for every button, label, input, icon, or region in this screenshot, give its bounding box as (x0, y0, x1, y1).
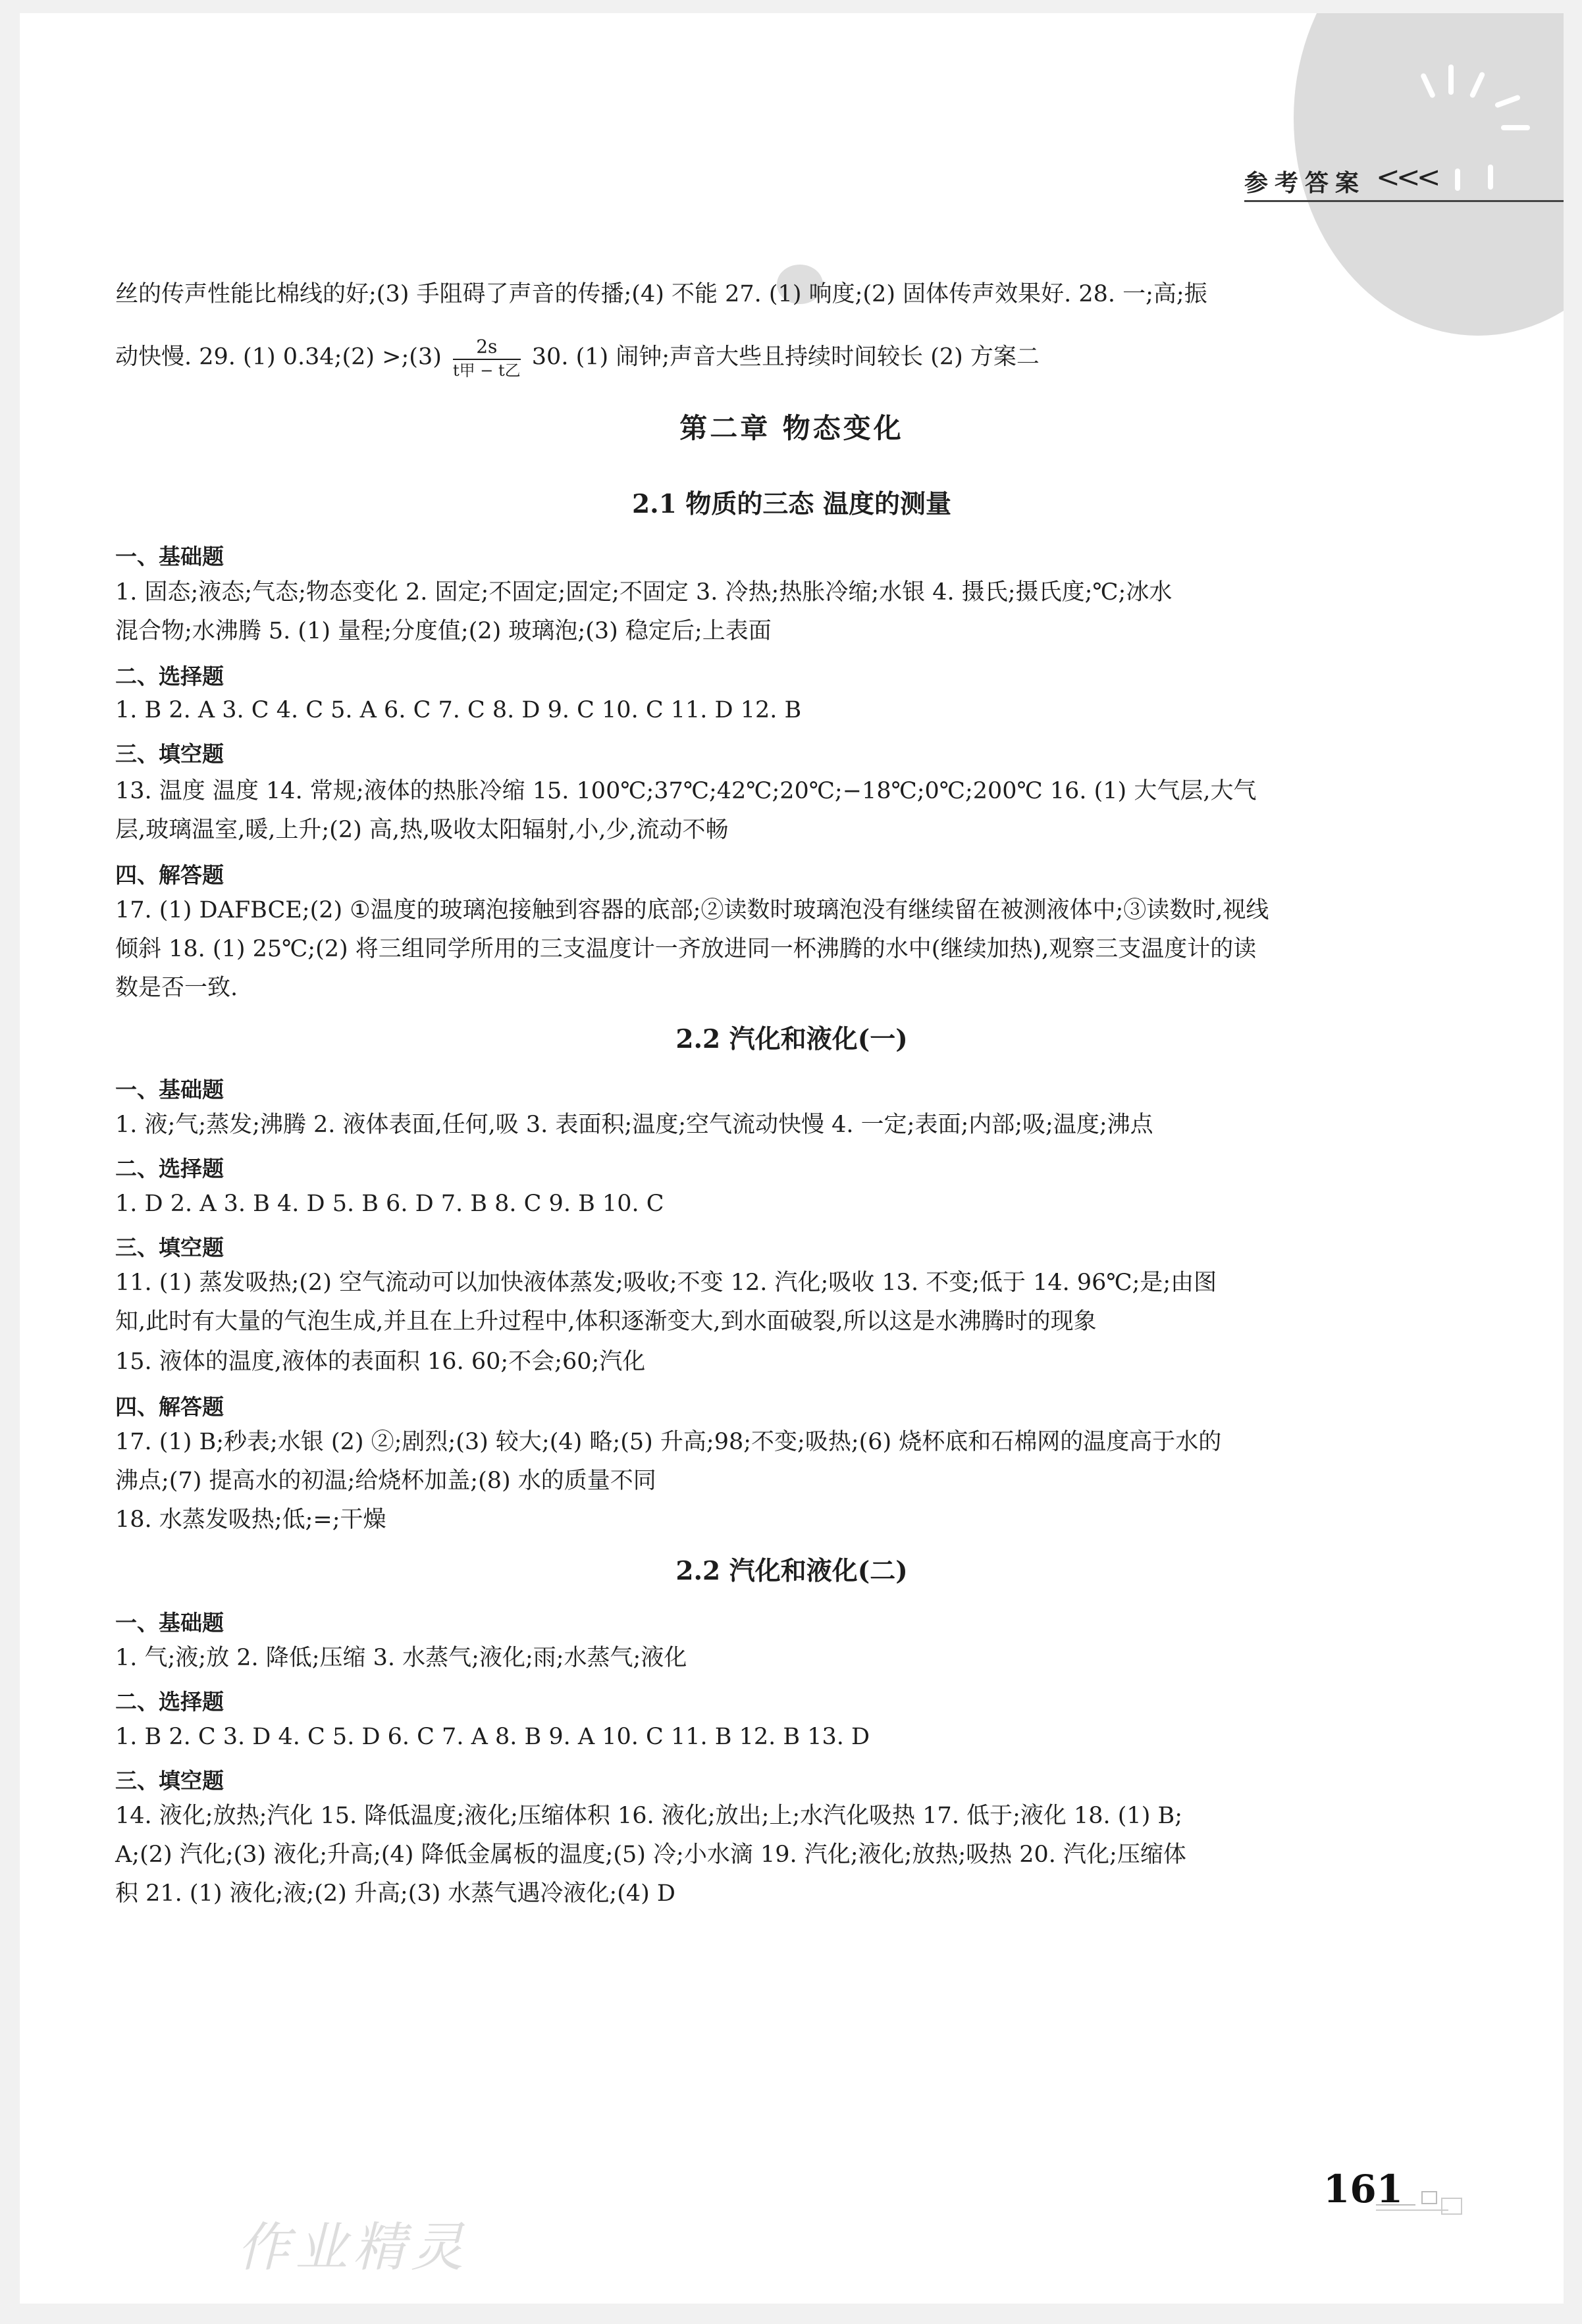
answer-line: 1. D 2. A 3. B 4. D 5. B 6. D 7. B 8. C 9. B 10. C (115, 1191, 664, 1217)
answer-line: 积 21. (1) 液化;液;(2) 升高;(3) 水蒸气遇冷液化;(4) D (115, 1880, 675, 1907)
header-divider (1244, 200, 1564, 202)
continued-line-2-end: 30. (1) 闹钟;声音大些且持续时间较长 (2) 方案二 (524, 344, 1040, 371)
section-title: 2.1 物质的三态 温度的测量 (631, 489, 951, 519)
answer-line: 14. 液化;放热;汽化 15. 降低温度;液化;压缩体积 16. 液化;放出;上;水汽化吸热 17. 低于;液化 18. (1) B; (115, 1803, 1182, 1829)
answer-line: 17. (1) B;秒表;水银 (2) ②;剧烈;(3) 较大;(4) 略;(5) 升高;98;不变;吸热;(6) 烧杯底和石棉网的温度高于水的 (115, 1429, 1222, 1455)
answer-line: 知,此时有大量的气泡生成,并且在上升过程中,体积逐渐变大,到水面破裂,所以这是水沸腾时的现象 (115, 1308, 1097, 1335)
sun-ray-icon (1448, 65, 1454, 95)
answer-line: 11. (1) 蒸发吸热;(2) 空气流动可以加快液体蒸发;吸收;不变 12. 汽化;吸收 13. 不变;低于 14. 96℃;是;由图 (115, 1270, 1217, 1296)
answer-line: 1. 液;气;蒸发;沸腾 2. 液体表面,任何,吸 3. 表面积;温度;空气流动快慢 4. 一定;表面;内部;吸;温度;沸点 (115, 1112, 1153, 1138)
answer-line: 1. 固态;液态;气态;物态变化 2. 固定;不固定;固定;不固定 3. 冷热;热胀冷缩;水银 4. 摄氏;摄氏度;℃;冰水 (115, 579, 1173, 606)
sub-heading: 三、填空题 (115, 1235, 224, 1260)
fraction-formula (453, 338, 521, 378)
section-title: 2.2 汽化和液化(二) (675, 1556, 908, 1586)
sub-heading: 二、选择题 (115, 1156, 224, 1181)
watermark: 作业精灵 (237, 2217, 469, 2278)
answer-page (20, 13, 1564, 2304)
answer-line: 1. 气;液;放 2. 降低;压缩 3. 水蒸气;液化;雨;水蒸气;液化 (115, 1645, 687, 1671)
fraction-numerator: 2s (453, 338, 521, 360)
sub-heading: 四、解答题 (115, 1394, 224, 1420)
answer-line: 混合物;水沸腾 5. (1) 量程;分度值;(2) 玻璃泡;(3) 稳定后;上表面 (115, 618, 772, 644)
answer-line: 倾斜 18. (1) 25℃;(2) 将三组同学所用的三支温度计一齐放进同一杯沸腾的水中(继续加热),观察三支温度计的读 (115, 936, 1257, 962)
answer-line: A;(2) 汽化;(3) 液化;升高;(4) 降低金属板的温度;(5) 冷;小水滴 19. 汽化;液化;放热;吸热 20. 汽化;压缩体 (115, 1842, 1186, 1868)
answer-line: 13. 温度 温度 14. 常规;液体的热胀冷缩 15. 100℃;37℃;42℃;20℃;−18℃;0℃;200℃ 16. (1) 大气层,大气 (115, 778, 1257, 804)
answer-line: 沸点;(7) 提高水的初温;给烧杯加盖;(8) 水的质量不同 (115, 1468, 656, 1494)
continued-line-1: 丝的传声性能比棉线的好;(3) 手阻碍了声音的传播;(4) 不能 27. (1) 响度;(2) 固体传声效果好. 28. 一;高;振 (115, 281, 1207, 307)
sub-heading: 一、基础题 (115, 1077, 224, 1102)
answer-line: 1. B 2. C 3. D 4. C 5. D 6. C 7. A 8. B 9. A 10. C 11. B 12. B 13. D (115, 1724, 870, 1750)
answer-line: 15. 液体的温度,液体的表面积 16. 60;不会;60;汽化 (115, 1349, 646, 1375)
sub-heading: 三、填空题 (115, 1768, 224, 1794)
sun-ray-icon (1488, 165, 1493, 190)
header-label: 参考答案 (1244, 170, 1366, 197)
answer-line: 数是否一致. (115, 975, 238, 1001)
answer-line: 17. (1) DAFBCE;(2) ①温度的玻璃泡接触到容器的底部;②读数时玻璃泡没有继续留在被测液体中;③读数时,视线 (115, 897, 1269, 923)
sub-heading: 一、基础题 (115, 544, 224, 569)
chapter-title: 第二章 物态变化 (679, 412, 904, 444)
sub-heading: 二、选择题 (115, 1689, 224, 1715)
answer-line: 层,玻璃温室,暖,上升;(2) 高,热,吸收太阳辐射,小,少,流动不畅 (115, 817, 729, 843)
fraction-denominator: t甲 − t乙 (453, 361, 521, 380)
chevron-left-icon: <<< (1376, 161, 1437, 194)
sun-ray-icon (1455, 168, 1460, 191)
sun-ray-icon (1501, 125, 1530, 130)
continued-line-2 (115, 338, 1040, 378)
sub-heading: 三、填空题 (115, 741, 224, 767)
answer-line: 18. 水蒸发吸热;低;=;干燥 (115, 1507, 386, 1533)
sub-heading: 四、解答题 (115, 862, 224, 888)
continued-line-2-start: 动快慢. 29. (1) 0.34;(2) >;(3) (115, 344, 449, 371)
page-number: 161 (1323, 2167, 1404, 2211)
answer-line: 1. B 2. A 3. C 4. C 5. A 6. C 7. C 8. D 9. C 10. C 11. D 12. B (115, 697, 802, 723)
section-title: 2.2 汽化和液化(一) (675, 1024, 908, 1054)
page-corner-icon (1376, 2185, 1475, 2231)
sub-heading: 一、基础题 (115, 1610, 224, 1636)
sub-heading: 二、选择题 (115, 663, 224, 689)
